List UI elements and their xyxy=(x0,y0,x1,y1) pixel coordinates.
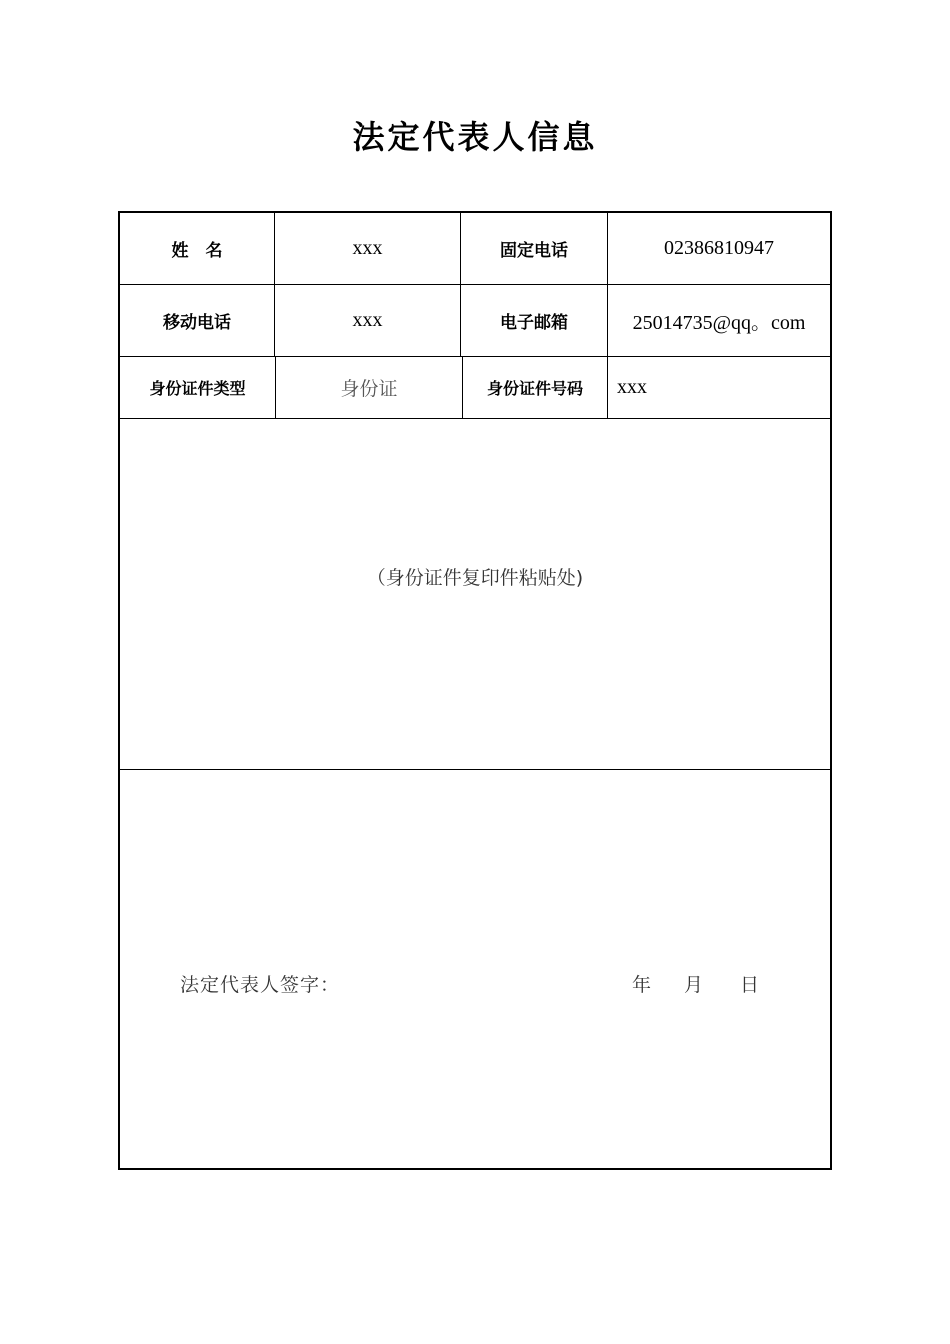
date-day-label: 日 xyxy=(740,974,760,996)
mobile-label: 移动电话 xyxy=(163,313,231,333)
document-title: 法定代表人信息 xyxy=(352,118,598,156)
id-type-value: 身份证 xyxy=(340,378,398,400)
id-number-value: xxx xyxy=(617,376,647,398)
email-label: 电子邮箱 xyxy=(500,313,568,333)
date-year-label: 年 xyxy=(632,974,652,996)
name-value: xxx xyxy=(352,237,383,259)
landline-value: 02386810947 xyxy=(664,237,774,259)
landline-label: 固定电话 xyxy=(500,241,568,261)
email-value: 25014735@qq。com xyxy=(632,312,806,334)
id-number-label: 身份证件号码 xyxy=(486,379,583,398)
id-type-label: 身份证件类型 xyxy=(149,379,246,398)
info-form-table xyxy=(118,211,832,1170)
row-divider xyxy=(120,418,830,419)
mobile-value: xxx xyxy=(352,309,383,331)
date-month-label: 月 xyxy=(684,974,704,996)
signature-label: 法定代表人签字： xyxy=(180,974,341,996)
name-label: 姓 名 xyxy=(171,241,223,261)
id-copy-paste-note: （身份证件复印件粘贴处) xyxy=(366,567,584,589)
row-divider xyxy=(120,769,830,770)
